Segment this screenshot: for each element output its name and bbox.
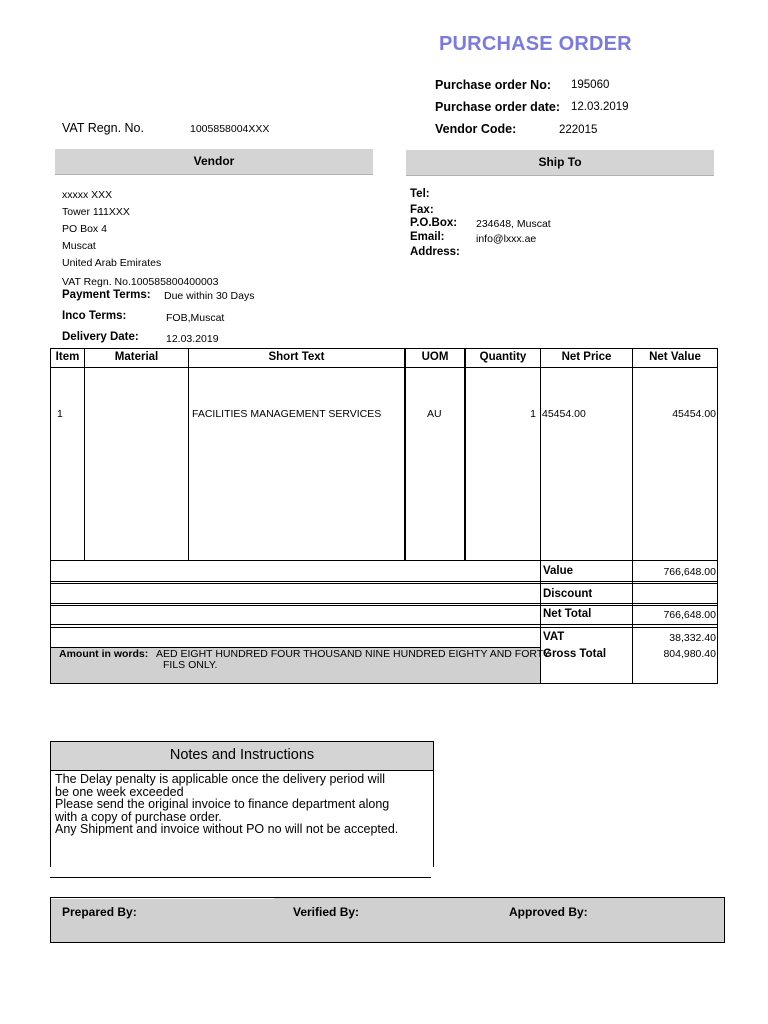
row-net-price: 45454.00 [542,408,586,420]
address-label: Address: [410,246,460,258]
notes-line: be one week exceeded [55,784,184,799]
vendor-vat-line: VAT Regn. No.100585800400003 [62,276,219,288]
inco-terms-label: Inco Terms: [62,310,127,322]
payment-terms-value: Due within 30 Days [164,290,255,302]
col-header-material: Material [114,351,159,363]
vendor-line: Tower 111XXX [62,206,130,218]
col-header-net-value: Net Value [649,351,701,363]
gross-total-amount: 804,980.40 [663,648,716,660]
approved-by-label: Approved By: [509,905,588,919]
value-amount: 766,648.00 [663,566,716,578]
vendor-line: xxxxx XXX [62,189,113,201]
notes-line: Please send the original invoice to finance department along [55,797,390,811]
amount-words-line-1: AED EIGHT HUNDRED FOUR THOUSAND NINE HUNDRED EIGHTY AND FORTY [156,648,551,660]
vendor-line: Muscat [62,240,96,252]
vendor-code-label: Vendor Code: [435,122,517,136]
po-number-value: 195060 [571,79,610,91]
discount-label: Discount [543,588,593,600]
amount-words-label: Amount in words: [59,648,149,660]
notes-heading: Notes and Instructions [51,742,433,771]
col-header-item: Item [55,351,80,363]
notes-line: Any Shipment and invoice without PO no will not be accepted. [55,822,399,836]
row-net-value: 45454.00 [672,408,716,420]
value-label: Value [543,565,574,577]
pobox-label: P.O.Box: [410,217,458,229]
gross-total-label: Gross Total [543,648,607,660]
vat-regn-value: 1005858004XXX [190,123,270,135]
page-title: PURCHASE ORDER [439,33,632,55]
net-total-label: Net Total [543,608,592,620]
col-header-short-text: Short Text [268,351,325,363]
inco-terms-value: FOB,Muscat [166,312,225,324]
fax-label: Fax: [410,204,434,216]
tel-label: Tel: [410,188,430,200]
payment-terms-label: Payment Terms: [62,289,151,301]
email-value: info@lxxx.ae [476,233,537,245]
col-header-quantity: Quantity [479,351,527,363]
vendor-heading: Vendor [55,149,373,175]
row-uom: AU [427,408,442,420]
notes-line: with a copy of purchase order. [55,809,222,824]
vat-amount: 38,332.40 [669,632,716,644]
delivery-date-label: Delivery Date: [62,331,139,343]
ship-to-heading: Ship To [406,150,714,176]
col-header-uom: UOM [421,351,449,363]
row-quantity: 1 [530,408,536,420]
net-total-amount: 766,648.00 [663,609,716,621]
row-item: 1 [57,408,63,420]
pobox-value: 234648, Muscat [476,218,551,230]
po-date-value: 12.03.2019 [571,101,629,113]
vendor-line: PO Box 4 [62,223,107,235]
vendor-line: United Arab Emirates [62,257,162,269]
notes-divider [50,877,431,878]
signature-box [50,897,725,943]
row-short-text: FACILITIES MANAGEMENT SERVICES [192,408,382,420]
delivery-date-value: 12.03.2019 [166,333,219,345]
email-label: Email: [410,231,445,243]
po-number-label: Purchase order No: [435,78,552,92]
vendor-code-value: 222015 [559,124,598,136]
vat-label: VAT [543,631,565,643]
col-header-net-price: Net Price [561,351,612,363]
po-date-label: Purchase order date: [435,100,561,114]
verified-by-label: Verified By: [293,905,360,919]
prepared-by-label: Prepared By: [62,905,137,919]
amount-words-line-2: FILS ONLY. [163,659,218,671]
vat-regn-label: VAT Regn. No. [62,121,144,135]
notes-box [50,741,434,867]
notes-line: The Delay penalty is applicable once the delivery period will [55,772,386,786]
